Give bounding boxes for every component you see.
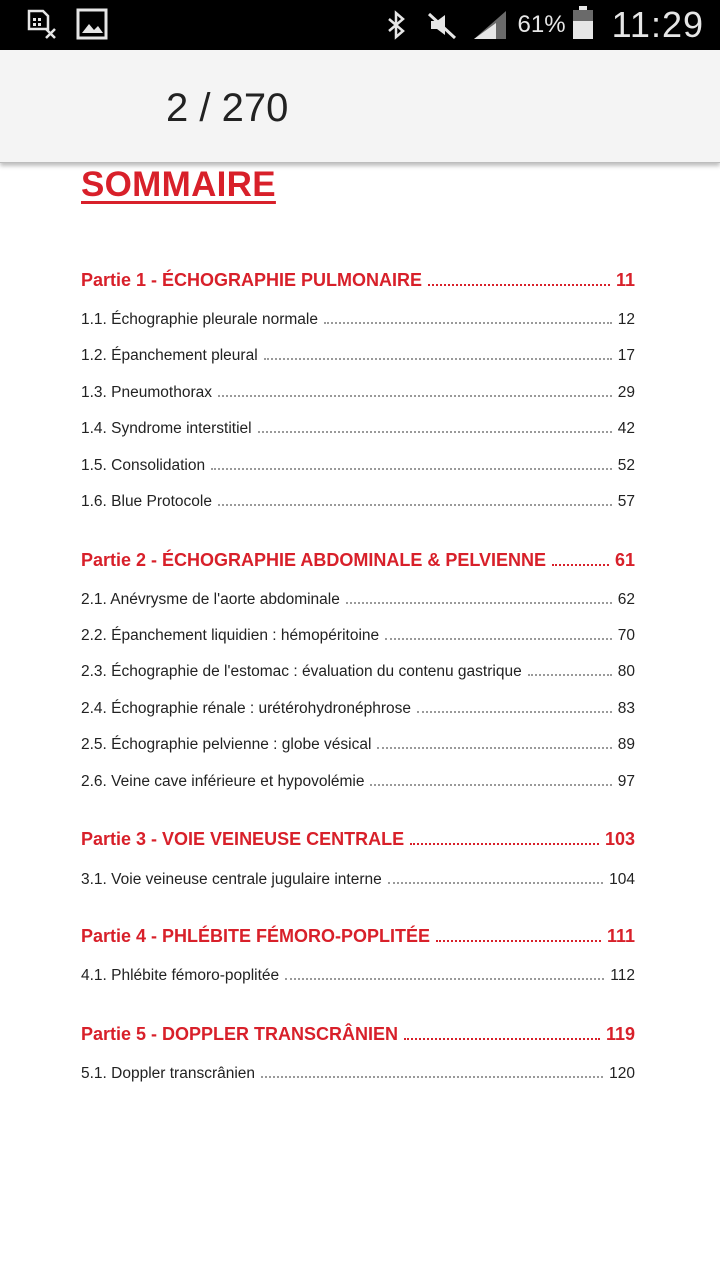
toc-entry-row[interactable] (81, 591, 635, 609)
toc-part-row[interactable] (81, 550, 635, 571)
toc-page-number: 12 (617, 311, 635, 328)
dot-leader (404, 1038, 600, 1040)
dot-leader (218, 504, 612, 506)
toc-label: 4.1. Phlébite fémoro-poplitée (81, 967, 280, 984)
toc-label: Partie 2 - ÉCHOGRAPHIE ABDOMINALE & PELVIENNE (81, 550, 547, 570)
dot-leader (410, 843, 599, 845)
status-bar (0, 0, 720, 50)
dot-leader (370, 784, 611, 786)
toc-part-row[interactable] (81, 1024, 635, 1045)
toc-label: 1.4. Syndrome interstitiel (81, 420, 252, 437)
toc-label: 1.5. Consolidation (81, 457, 206, 474)
toc-label: 2.2. Épanchement liquidien : hémopéritoine (81, 627, 380, 644)
toc-label: 5.1. Doppler transcrânien (81, 1065, 256, 1082)
toc-part-row[interactable] (81, 926, 635, 947)
toc-label: 1.6. Blue Protocole (81, 493, 212, 510)
reader-toolbar (0, 50, 720, 163)
dot-leader (428, 284, 610, 286)
dot-leader (528, 674, 612, 676)
toc-page-number: 104 (609, 871, 635, 888)
toc-label: 1.3. Pneumothorax (81, 384, 212, 401)
toc-entry-row[interactable] (81, 736, 635, 754)
toc-title: SOMMAIRE (81, 165, 276, 204)
toc-page-number: 61 (614, 550, 635, 570)
dot-leader (346, 602, 612, 604)
document-page[interactable] (0, 163, 720, 1280)
toc-entry-row[interactable] (81, 493, 635, 511)
dot-leader (211, 468, 612, 470)
toc-entry-row[interactable] (81, 967, 635, 985)
toc-entry-row[interactable] (81, 663, 635, 681)
toc-label: Partie 5 - DOPPLER TRANSCRÂNIEN (81, 1024, 399, 1044)
dot-leader (261, 1076, 603, 1078)
toc-page-number: 70 (617, 627, 635, 644)
toc-label: 3.1. Voie veineuse centrale jugulaire interne (81, 871, 382, 888)
clock: 11:29 (611, 4, 704, 45)
bluetooth-icon (380, 9, 412, 41)
toc-label: 2.5. Échographie pelvienne : globe vésical (81, 736, 372, 753)
toc-page-number: 11 (615, 270, 635, 290)
toc-entry-row[interactable] (81, 311, 635, 329)
toc-label: 2.1. Anévrysme de l'aorte abdominale (81, 591, 340, 608)
toc-label: 1.2. Épanchement pleural (81, 347, 258, 364)
dot-leader (285, 978, 604, 980)
toc-entry-row[interactable] (81, 420, 635, 438)
toc-entry-row[interactable] (81, 384, 635, 402)
volume-muted-icon (426, 9, 458, 41)
toc-label: 1.1. Échographie pleurale normale (81, 311, 318, 328)
toc-label: Partie 3 - VOIE VEINEUSE CENTRALE (81, 829, 405, 849)
dot-leader (377, 747, 611, 749)
toc-part-row[interactable] (81, 270, 635, 291)
toc-entry-row[interactable] (81, 871, 635, 889)
toc-page-number: 111 (606, 926, 635, 946)
battery-icon (572, 6, 594, 45)
toc-part-row[interactable] (81, 829, 635, 850)
signal-icon (472, 9, 504, 41)
dot-leader (417, 711, 612, 713)
battery-percent: 61% (517, 11, 566, 38)
toc-page-number: 17 (617, 347, 635, 364)
toc-page-number: 120 (609, 1065, 635, 1082)
dot-leader (258, 431, 612, 433)
dot-leader (218, 395, 612, 397)
toc-entry-row[interactable] (81, 627, 635, 645)
dot-leader (324, 322, 612, 324)
toc-page-number: 52 (617, 457, 635, 474)
toc-page-number: 57 (617, 493, 635, 510)
image-icon (76, 8, 108, 40)
sim-card-off-icon (26, 8, 58, 40)
toc-page-number: 42 (617, 420, 635, 437)
toc-page-number: 62 (617, 591, 635, 608)
dot-leader (388, 882, 603, 884)
dot-leader (552, 564, 609, 566)
toc-label: 2.6. Veine cave inférieure et hypovolémie (81, 773, 365, 790)
toc-page-number: 119 (605, 1024, 635, 1044)
toc-entry-row[interactable] (81, 700, 635, 718)
toc-page-number: 97 (617, 773, 635, 790)
toc-page-number: 29 (617, 384, 635, 401)
toc-entry-row[interactable] (81, 773, 635, 791)
dot-leader (264, 358, 612, 360)
dot-leader (436, 940, 601, 942)
toc-page-number: 80 (617, 663, 635, 680)
toc-page-number: 112 (610, 967, 635, 984)
toc-label: 2.4. Échographie rénale : urétérohydronéphrose (81, 700, 412, 717)
toc-page-number: 83 (617, 700, 635, 717)
toc-entry-row[interactable] (81, 1065, 635, 1083)
page-indicator[interactable]: 2 / 270 (166, 86, 289, 130)
toc-entry-row[interactable] (81, 347, 635, 365)
toc-entry-row[interactable] (81, 457, 635, 475)
toc-label: Partie 4 - PHLÉBITE FÉMORO-POPLITÉE (81, 926, 431, 946)
toc-label: Partie 1 - ÉCHOGRAPHIE PULMONAIRE (81, 270, 423, 290)
toc-label: 2.3. Échographie de l'estomac : évaluation du contenu gastrique (81, 663, 522, 680)
toc-page-number: 89 (617, 736, 635, 753)
toc-page-number: 103 (604, 829, 635, 849)
dot-leader (385, 638, 612, 640)
